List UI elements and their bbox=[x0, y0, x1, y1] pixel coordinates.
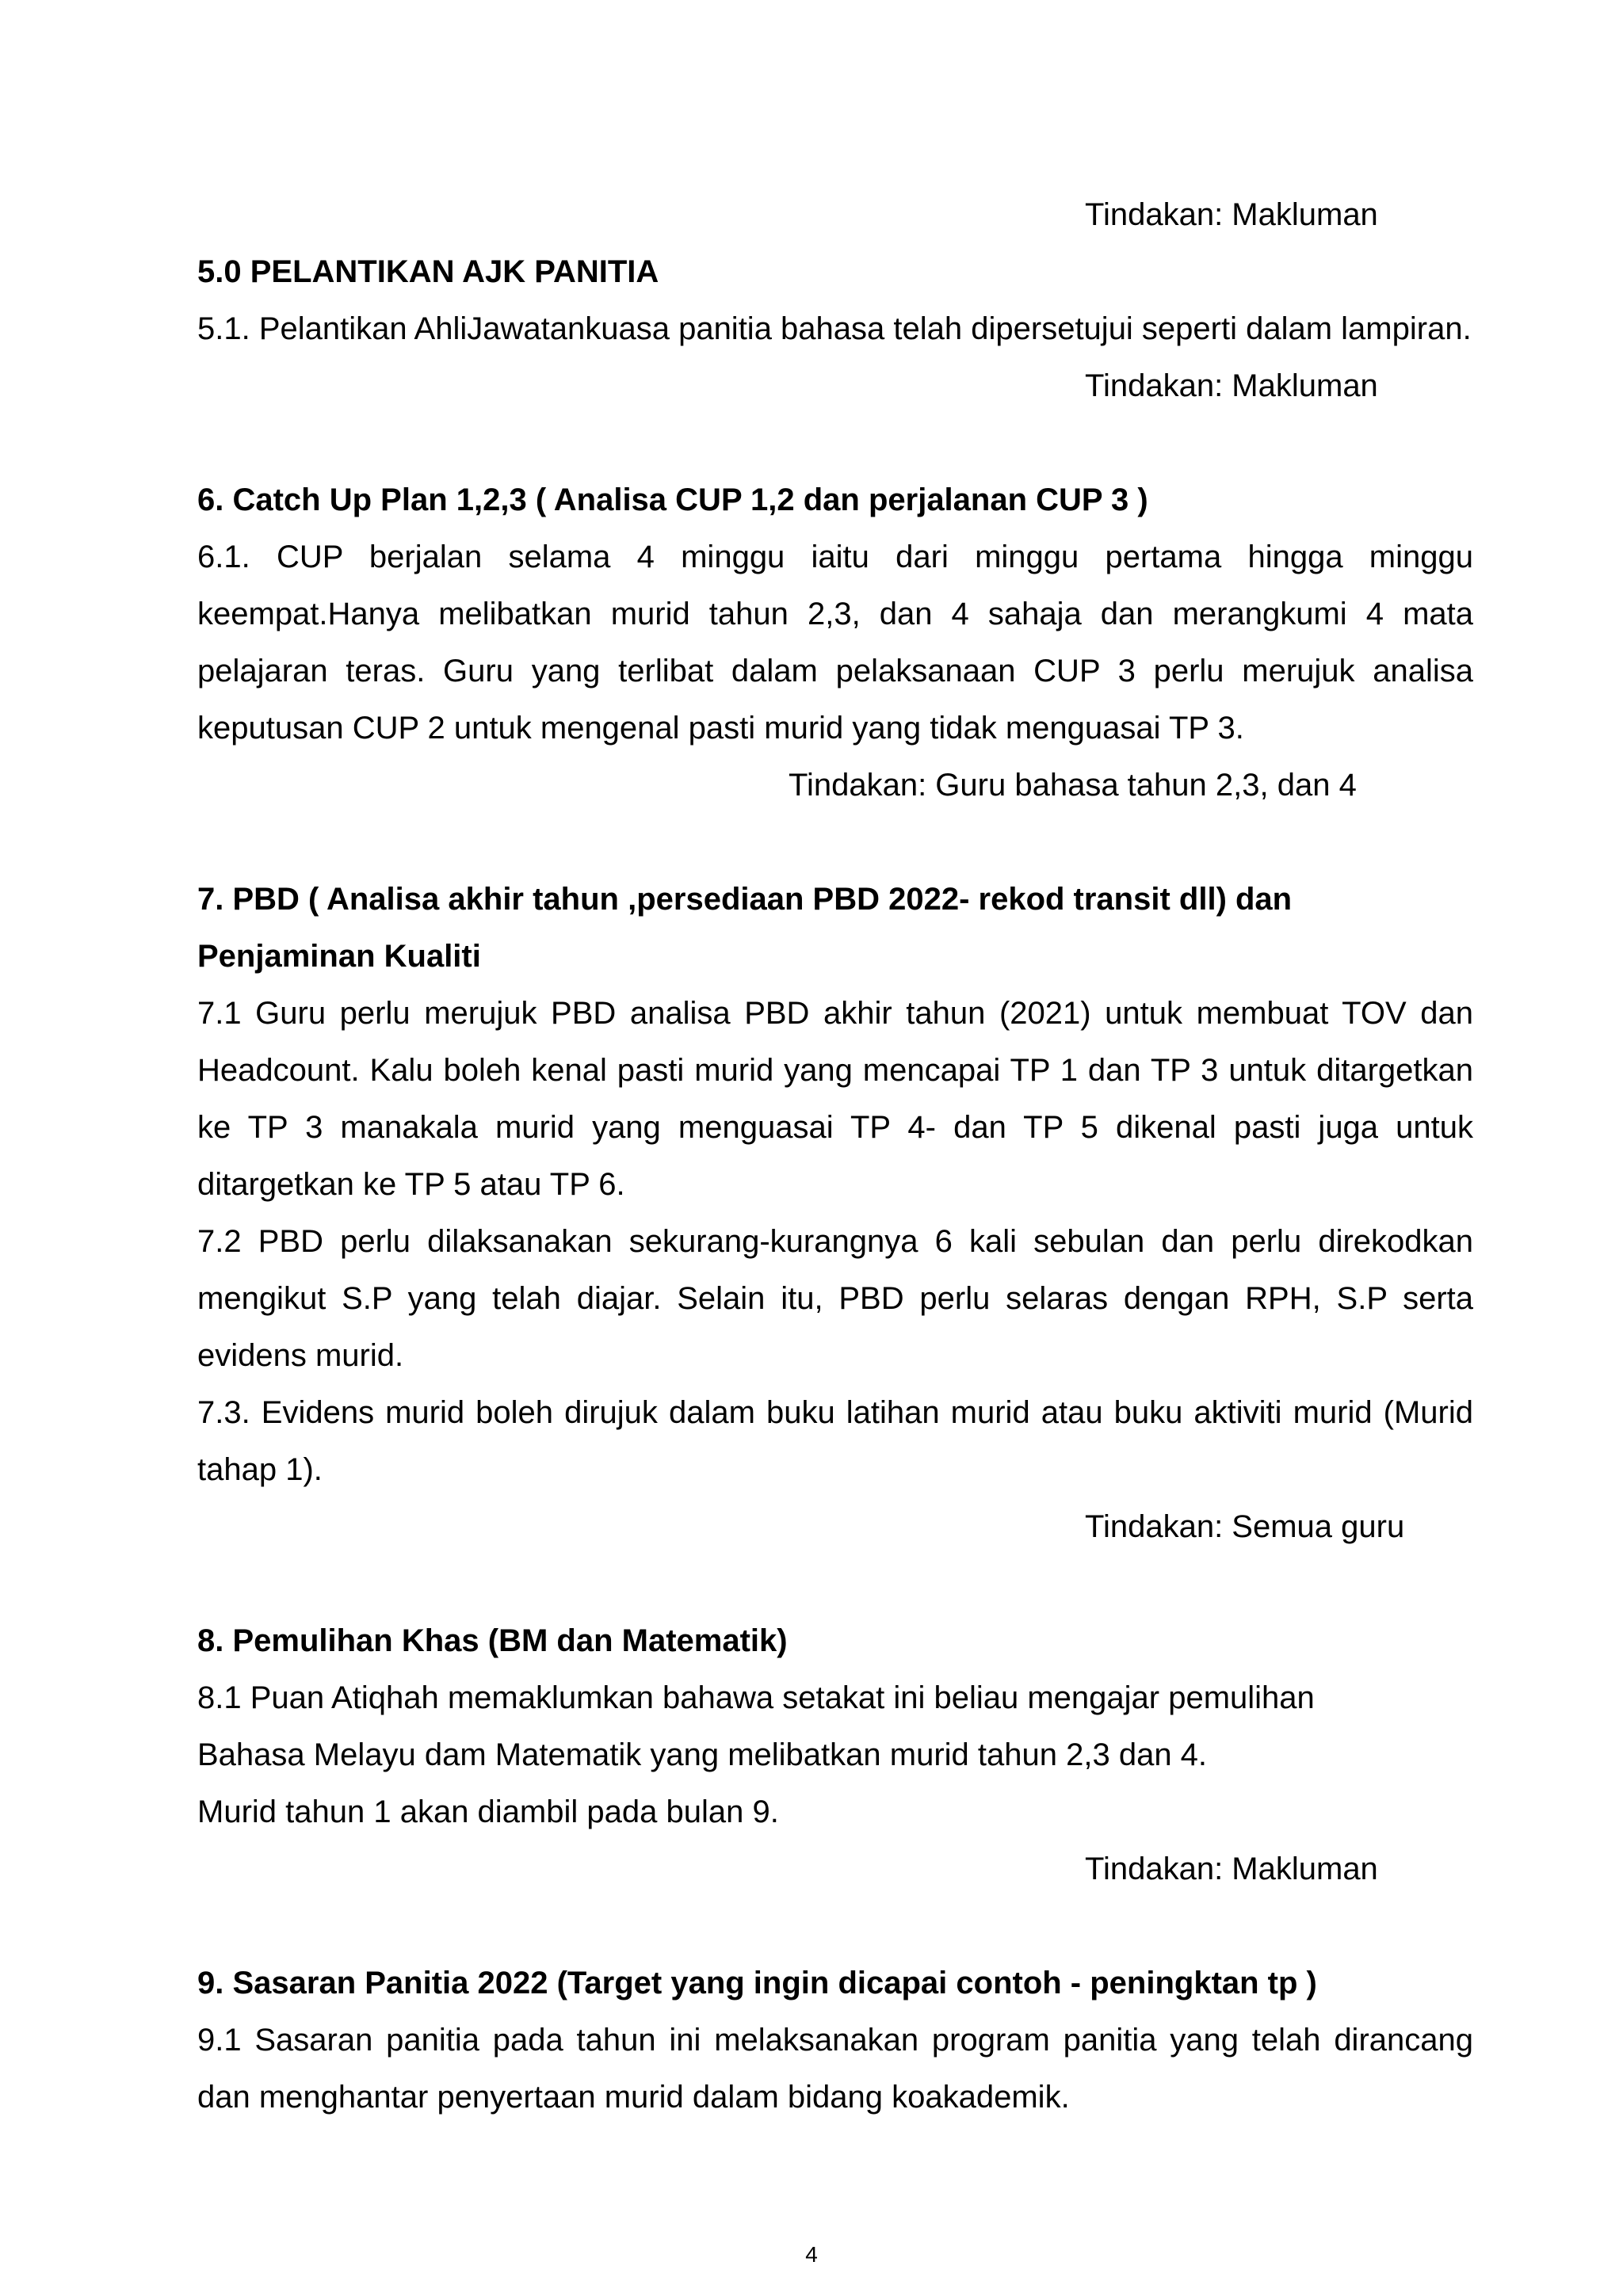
section-5 bbox=[197, 186, 1473, 414]
section-9 bbox=[197, 1955, 1473, 2126]
section-7-paragraph-1: 7.1 Guru perlu merujuk PBD analisa PBD akhir tahun (2021) untuk membuat TOV dan Headcount. Kalu boleh kenal pasti murid yang mencapai TP 1 dan TP 3 untuk ditargetkan ke TP 3 manakala murid yang menguasai TP 4- dan TP 5 dikenal pasti juga untuk ditargetkan ke TP 5 atau TP 6. bbox=[197, 996, 1473, 1202]
section-6-action: Tindakan: Guru bahasa tahun 2,3, dan 4 bbox=[789, 768, 1357, 803]
spacer bbox=[197, 1897, 1473, 1955]
document-body bbox=[197, 186, 1473, 2126]
spacer bbox=[197, 814, 1473, 871]
section-5-action: Tindakan: Makluman bbox=[1085, 368, 1378, 403]
spacer bbox=[197, 1555, 1473, 1612]
section-8-line-1: 8.1 Puan Atiqhah memaklumkan bahawa setakat ini beliau mengajar pemulihan bbox=[197, 1680, 1315, 1715]
section-9-heading: 9. Sasaran Panitia 2022 (Target yang ingin dicapai contoh - peningktan tp ) bbox=[197, 1966, 1317, 2000]
section-8 bbox=[197, 1612, 1473, 1897]
section-9-paragraph-1: 9.1 Sasaran panitia pada tahun ini melaksanakan program panitia yang telah dirancang dan menghantar penyertaan murid dalam bidang koakademik. bbox=[197, 2023, 1473, 2115]
section-8-line-3: Murid tahun 1 akan diambil pada bulan 9. bbox=[197, 1794, 779, 1829]
section-7-paragraph-2: 7.2 PBD perlu dilaksanakan sekurang-kurangnya 6 kali sebulan dan perlu direkodkan mengikut S.P yang telah diajar. Selain itu, PBD perlu selaras dengan RPH, S.P serta evidens murid. bbox=[197, 1224, 1473, 1373]
section-8-heading: 8. Pemulihan Khas (BM dan Matematik) bbox=[197, 1623, 788, 1658]
spacer bbox=[197, 414, 1473, 471]
section-8-action: Tindakan: Makluman bbox=[1085, 1852, 1378, 1886]
section-6 bbox=[197, 471, 1473, 814]
section-7 bbox=[197, 871, 1473, 1555]
page-number: 4 bbox=[805, 2242, 818, 2267]
section-7-action: Tindakan: Semua guru bbox=[1085, 1509, 1405, 1544]
section-5-paragraph-1: 5.1. Pelantikan AhliJawatankuasa panitia bahasa telah dipersetujui seperti dalam lampiran. bbox=[197, 311, 1472, 346]
section-5-heading: 5.0 PELANTIKAN AJK PANITIA bbox=[197, 254, 659, 289]
section-7-heading: 7. PBD ( Analisa akhir tahun ,persediaan PBD 2022- rekod transit dll) dan Penjaminan Kualiti bbox=[197, 882, 1293, 974]
section-7-paragraph-3: 7.3. Evidens murid boleh dirujuk dalam buku latihan murid atau buku aktiviti murid (Murid tahap 1). bbox=[197, 1395, 1473, 1487]
section-6-heading: 6. Catch Up Plan 1,2,3 ( Analisa CUP 1,2 dan perjalanan CUP 3 ) bbox=[197, 482, 1148, 517]
section-6-paragraph-1: 6.1. CUP berjalan selama 4 minggu iaitu dari minggu pertama hingga minggu keempat.Hanya melibatkan murid tahun 2,3, dan 4 sahaja dan merangkumi 4 mata pelajaran teras. Guru yang terlibat dalam pelaksanaan CUP 3 perlu merujuk analisa keputusan CUP 2 untuk mengenal pasti murid yang tidak menguasai TP 3. bbox=[197, 540, 1473, 746]
section-8-line-2: Bahasa Melayu dam Matematik yang melibatkan murid tahun 2,3 dan 4. bbox=[197, 1737, 1208, 1772]
preceding-action-line: Tindakan: Makluman bbox=[1085, 197, 1378, 232]
